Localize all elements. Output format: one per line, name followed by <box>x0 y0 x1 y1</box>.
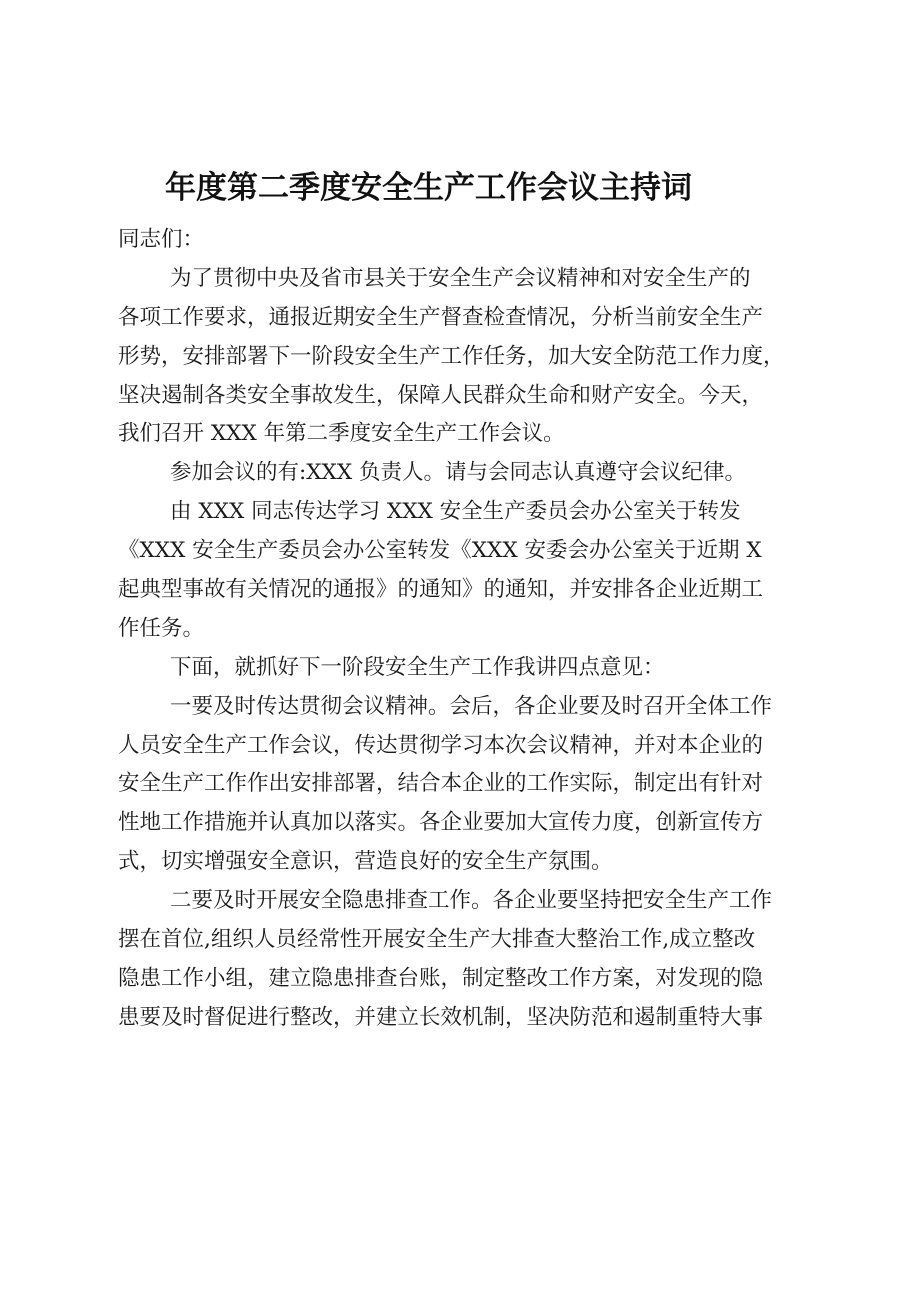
salutation: 同志们： <box>118 227 205 252</box>
paragraph-line: 参加会议的有:XXX 负责人。请与会同志认真遵守会议纪律。 <box>170 460 746 486</box>
paragraph-line: 起典型事故有关情况的通报》的通知》的通知，并安排各企业近期工 <box>118 577 764 603</box>
document-body <box>118 221 818 1038</box>
paragraph-line: 由 XXX 同志传达学习 XXX 安全生产委员会办公室关于转发 <box>170 499 741 525</box>
paragraph <box>118 882 818 1038</box>
paragraph-line: 各项工作要求，通报近期安全生产督查检查情况，分析当前安全生产 <box>118 304 764 330</box>
paragraph <box>118 649 818 688</box>
paragraph <box>118 260 818 454</box>
paragraph-line: 作任务。 <box>118 615 205 641</box>
paragraph <box>118 493 818 649</box>
paragraph-line: 人员安全生产工作会议，传达贯彻学习本次会议精神，并对本企业的 <box>118 732 764 758</box>
paragraph-line: 摆在首位,组织人员经常性开展安全生产大排查大整治工作,成立整改 <box>118 927 756 953</box>
paragraph-line: 二要及时开展安全隐患排查工作。各企业要坚持把安全生产工作 <box>170 888 773 914</box>
paragraph-line: 我们召开 XXX 年第二季度安全生产工作会议。 <box>118 421 565 447</box>
paragraph-line: 为了贯彻中央及省市县关于安全生产会议精神和对安全生产的 <box>170 265 751 291</box>
paragraph-line: 隐患工作小组，建立隐患排查台账，制定整改工作方案，对发现的隐 <box>118 965 764 991</box>
document-title: 年度第二季度安全生产工作会议主持词 <box>165 170 692 206</box>
paragraph <box>118 454 818 493</box>
paragraph-line: 性地工作措施并认真加以落实。各企业要加大宣传力度，创新宣传方 <box>118 810 764 836</box>
paragraph-line: 式，切实增强安全意识，营造良好的安全生产氛围。 <box>118 849 613 875</box>
paragraph <box>118 688 818 882</box>
paragraph-line: 形势，安排部署下一阶段安全生产工作任务，加大安全防范工作力度， <box>118 343 785 369</box>
paragraph-line: 一要及时传达贯彻会议精神。会后，各企业要及时召开全体工作 <box>170 693 773 719</box>
paragraph-line: 下面，就抓好下一阶段安全生产工作我讲四点意见： <box>170 654 665 680</box>
paragraph-line: 安全生产工作作出安排部署，结合本企业的工作实际，制定出有针对 <box>118 771 764 797</box>
paragraph-line: 坚决遏制各类安全事故发生，保障人民群众生命和财产安全。今天， <box>118 382 764 408</box>
paragraph-line: 《XXX 安全生产委员会办公室转发《XXX 安委会办公室关于近期 X <box>118 538 762 564</box>
paragraph-line: 患要及时督促进行整改，并建立长效机制，坚决防范和遏制重特大事 <box>118 1004 764 1030</box>
